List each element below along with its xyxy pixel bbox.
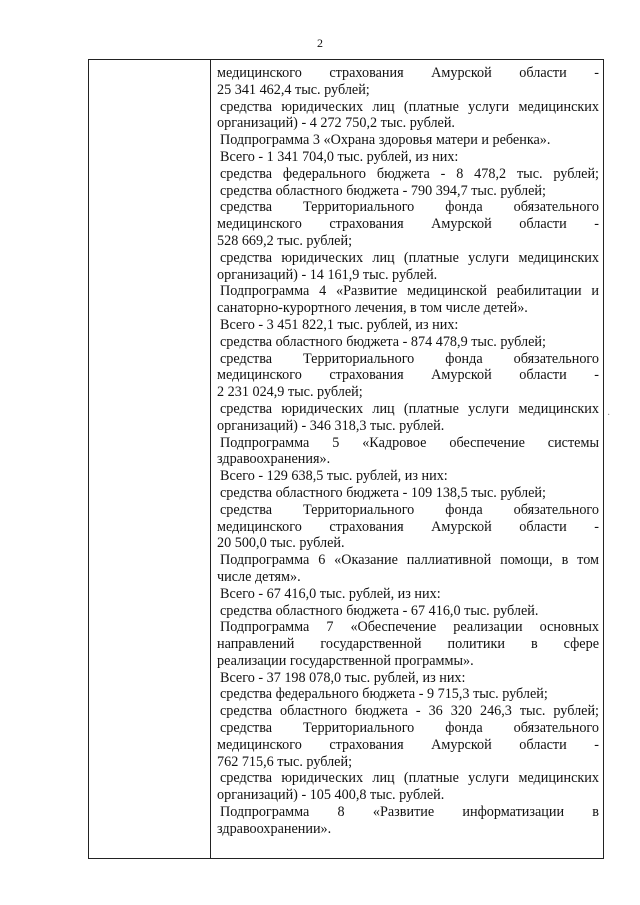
text-line: средства областного бюджета - 790 394,7 тыс. рублей; (220, 182, 546, 199)
text-line: средства областного бюджета - 67 416,0 тыс. рублей. (220, 602, 539, 619)
text-line: направлений государственной политики в сфере (217, 636, 599, 653)
text-line: средства областного бюджета - 109 138,5 тыс. рублей; (220, 484, 546, 501)
text-line: средства Территориального фонда обязательного (220, 720, 599, 737)
text-line: 528 669,2 тыс. рублей; (217, 232, 353, 249)
text-line: средства федерального бюджета - 8 478,2 тыс. рублей; (220, 165, 599, 182)
text-line: медицинского страхования Амурской области - (217, 216, 599, 233)
text-line: 2 231 024,9 тыс. рублей; (217, 384, 363, 401)
text-line: 20 500,0 тыс. рублей. (217, 535, 345, 552)
text-line: медицинского страхования Амурской области - (217, 65, 599, 81)
text-line: Подпрограмма 5 «Кадровое обеспечение системы (220, 434, 599, 451)
text-line: Всего - 37 198 078,0 тыс. рублей, из них: (220, 669, 466, 686)
text-line: реализации государственной программы». (217, 652, 474, 669)
text-line: медицинского страхования Амурской области - (217, 367, 599, 384)
document-table (88, 59, 604, 859)
text-line: Всего - 3 451 822,1 тыс. рублей, из них: (220, 316, 459, 333)
text-line: организаций) - 14 161,9 тыс. рублей. (217, 266, 438, 283)
table-right-cell (217, 65, 599, 838)
text-line: Подпрограмма 8 «Развитие информатизации в (220, 804, 599, 821)
text-line: Подпрограмма 7 «Обеспечение реализации основных (220, 619, 599, 636)
text-line: Подпрограмма 3 «Охрана здоровья матери и ребенка». (220, 132, 551, 149)
text-line: 25 341 462,4 тыс. рублей; (217, 81, 370, 98)
text-line: медицинского страхования Амурской области - (217, 518, 599, 535)
text-line: средства юридических лиц (платные услуги медицинских (220, 770, 599, 787)
text-line: средства Территориального фонда обязательного (220, 350, 599, 367)
text-line: организаций) - 4 272 750,2 тыс. рублей. (217, 115, 455, 132)
page-number: 2 (317, 36, 323, 50)
text-line: средства областного бюджета - 36 320 246,3 тыс. рублей; (220, 703, 599, 720)
text-line: Всего - 129 638,5 тыс. рублей, из них: (220, 468, 448, 485)
table-left-cell (89, 60, 211, 858)
text-line: медицинского страхования Амурской области - (217, 736, 599, 753)
text-line: 762 715,6 тыс. рублей; (217, 753, 353, 770)
text-line: организаций) - 105 400,8 тыс. рублей. (217, 787, 445, 804)
text-line: средства областного бюджета - 874 478,9 тыс. рублей; (220, 333, 546, 350)
text-line: Подпрограмма 4 «Развитие медицинской реабилитации и (220, 283, 599, 300)
text-line: здравоохранении». (217, 820, 332, 837)
text-line: организаций) - 346 318,3 тыс. рублей. (217, 417, 445, 434)
text-line: средства Территориального фонда обязательного (220, 199, 599, 216)
text-line: Всего - 67 416,0 тыс. рублей, из них: (220, 585, 441, 602)
text-line: средства юридических лиц (платные услуги медицинских (220, 249, 599, 266)
text-line: санаторно-курортного лечения, в том числе детей». (217, 300, 528, 317)
text-line: Подпрограмма 6 «Оказание паллиативной помощи, в том (220, 552, 599, 569)
text-line: средства Территориального фонда обязательного (220, 501, 599, 518)
text-line: средства юридических лиц (платные услуги медицинских (220, 98, 599, 115)
text-line: средства федерального бюджета - 9 715,3 тыс. рублей; (220, 686, 548, 703)
scan-speck: · (607, 410, 611, 421)
text-line: средства юридических лиц (платные услуги медицинских (220, 400, 599, 417)
text-line: здравоохранения». (217, 451, 331, 468)
text-line: Всего - 1 341 704,0 тыс. рублей, из них: (220, 148, 459, 165)
text-line: числе детям». (217, 568, 301, 585)
